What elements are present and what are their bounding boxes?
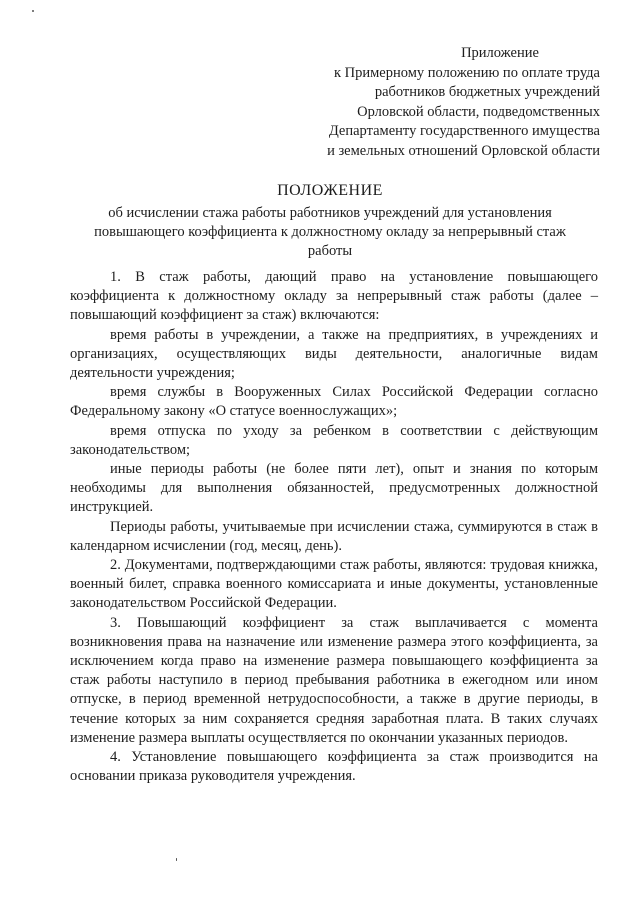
subtitle-line: работы xyxy=(307,243,353,259)
title-block xyxy=(60,182,600,261)
annex-line: Департаменту государственного имущества xyxy=(328,123,600,139)
annex-line: Приложение xyxy=(461,45,539,61)
paragraph-2: 2. Документами, подтверждающими стаж работы, являются: трудовая книжка, военный билет, справка военного комиссариата и иные документы, установленные законодательством Российской Федерации. xyxy=(70,557,598,612)
list-item: иные периоды работы (не более пяти лет), опыт и знания по которым необходимы для выполнения обязанностей, предусмотренных должностной инструкцией. xyxy=(70,461,598,516)
document-body xyxy=(70,268,598,786)
list-item: время работы в учреждении, а также на предприятиях, в учреждениях и организациях, осуществляющих виды деятельности, аналогичные видам деятельности учреждения; xyxy=(70,326,598,382)
paragraph-periods: Периоды работы, учитываемые при исчислении стажа, суммируются в стаж в календарном исчислении (год, месяц, день). xyxy=(70,518,598,554)
document-subtitle xyxy=(60,204,600,261)
annex-header xyxy=(300,44,600,161)
annex-line: и земельных отношений Орловской области xyxy=(327,142,600,159)
paragraph-3: 3. Повышающий коэффициент за стаж выплачивается с момента возникновения права на назначение или изменение размера этого коэффициента, за исключением когда право на изменение размера повышающего коэффициента за стаж работы наступило в период пребывания работника в ежегодном или ином отпуске, в период временной нетрудоспособности, а также в другие периоды, в течение которых за ним сохраняется средняя заработная плата. В таких случаях изменение размера выплаты осуществляется по окончании указанных периодов. xyxy=(70,614,598,746)
subtitle-line: повышающего коэффициента к должностному окладу за непрерывный стаж xyxy=(94,224,566,240)
scan-speck xyxy=(176,858,177,861)
document-title: ПОЛОЖЕНИЕ xyxy=(277,182,383,199)
scan-speck xyxy=(32,10,34,12)
paragraph-1: 1. В стаж работы, дающий право на установление повышающего коэффициента к должностному окладу за непрерывный стаж работы (далее – повышающий коэффициент за стаж) включаются: xyxy=(70,269,598,324)
annex-line: Орловской области, подведомственных xyxy=(357,103,600,120)
annex-line: к Примерному положению по оплате труда xyxy=(333,64,600,81)
subtitle-line: об исчислении стажа работы работников учреждений для установления xyxy=(108,205,552,221)
annex-line: работников бюджетных учреждений xyxy=(374,84,600,100)
list-item: время отпуска по уходу за ребенком в соответствии с действующим законодательством; xyxy=(70,422,598,458)
list-item: время службы в Вооруженных Силах Российской Федерации согласно Федеральному закону «О статусе военнослужащих»; xyxy=(70,384,598,420)
paragraph-4: 4. Установление повышающего коэффициента за стаж производится на основании приказа руководителя учреждения. xyxy=(70,749,598,785)
